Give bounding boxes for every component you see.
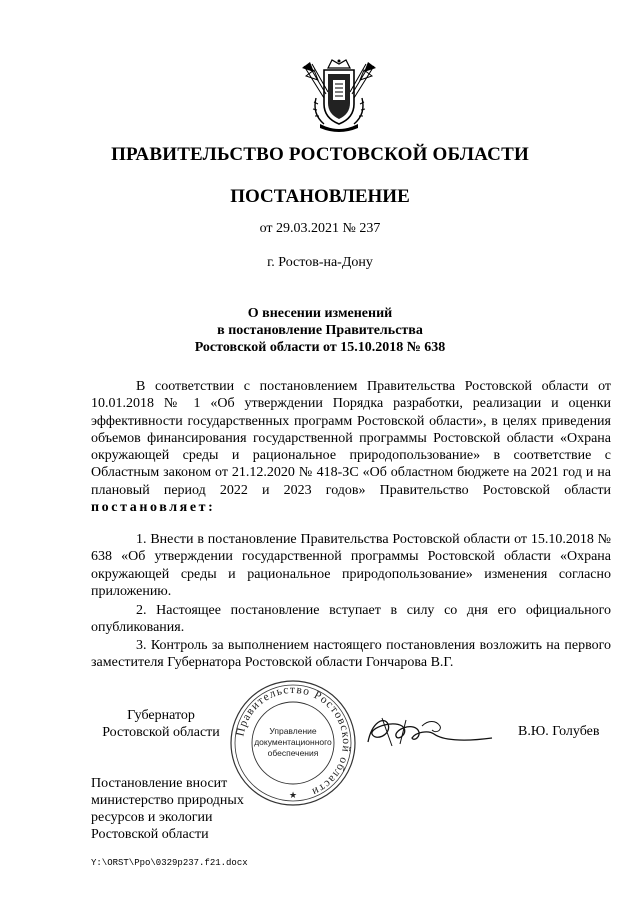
svg-text:★: ★ xyxy=(288,790,298,800)
seal-ring-text: Правительство Ростовской области xyxy=(234,683,353,799)
resolves-keyword: постановляет: xyxy=(91,500,216,516)
subject-line: Ростовской области от 15.10.2018 № 638 xyxy=(194,340,446,355)
signer-name: В.Ю. Голубев xyxy=(518,724,600,739)
file-path: Y:\ORST\Ppo\0329p237.f21.docx xyxy=(91,858,248,868)
resolution-item-3: 3. Контроль за выполнением настоящего постановления возложить на первого заместителя Губернатора Ростовской области Гончарова В.Г. xyxy=(91,638,611,671)
document-type: ПОСТАНОВЛЕНИЕ xyxy=(230,186,410,207)
signer-title xyxy=(91,707,231,741)
rostov-oblast-coat-of-arms-icon xyxy=(298,58,380,134)
resolution-item-1: 1. Внести в постановление Правительства Ростовской области от 15.10.2018 № 638 «Об утверждении государственной программы Ростовской области «Охрана окружающей среды и рациональное природопользование» изменения согласно приложению. xyxy=(91,532,611,599)
seal-center-line: документационного xyxy=(254,737,332,747)
government-title: ПРАВИТЕЛЬСТВО РОСТОВСКОЙ ОБЛАСТИ xyxy=(111,144,529,165)
submitter-block xyxy=(91,775,291,843)
submitter-line: Постановление вносит xyxy=(91,776,228,791)
subject-line: в постановление Правительства xyxy=(217,323,423,338)
document-date-number: от 29.03.2021 № 237 xyxy=(259,221,381,236)
subject-line: О внесении изменений xyxy=(247,306,393,321)
seal-center-line: Управление xyxy=(269,726,317,736)
signer-title-line: Губернатор xyxy=(127,708,195,723)
submitter-line: министерство природных xyxy=(91,793,244,808)
submitter-line: Ростовской области xyxy=(91,827,209,842)
preamble-paragraph xyxy=(91,378,611,516)
preamble-text: В соответствии с постановлением Правительства Ростовской области от 10.01.2018 № 1 «Об утверждении Порядка разработки, реализации и оценки эффективности государственных программ Ростовской области», в целях приведения объемов финансирования государственной программы Ростовской области «Охрана окружающей среды и рациональное природопользование» в соответствие с Областным законом от 21.12.2020 № 418-ЗС «Об областном бюджете на 2021 год и на плановый период 2022 и 2023 годов» Правительство Ростовской области xyxy=(91,379,611,498)
signer-title-line: Ростовской области xyxy=(102,725,220,740)
document-city: г. Ростов-на-Дону xyxy=(267,255,373,270)
submitter-line: ресурсов и экологии xyxy=(91,810,213,825)
seal-center-line: обеспечения xyxy=(267,748,319,758)
resolution-item-2: 2. Настоящее постановление вступает в силу со дня его официального опубликования. xyxy=(91,603,611,636)
handwritten-signature-icon xyxy=(362,712,500,752)
document-subject xyxy=(0,305,640,356)
